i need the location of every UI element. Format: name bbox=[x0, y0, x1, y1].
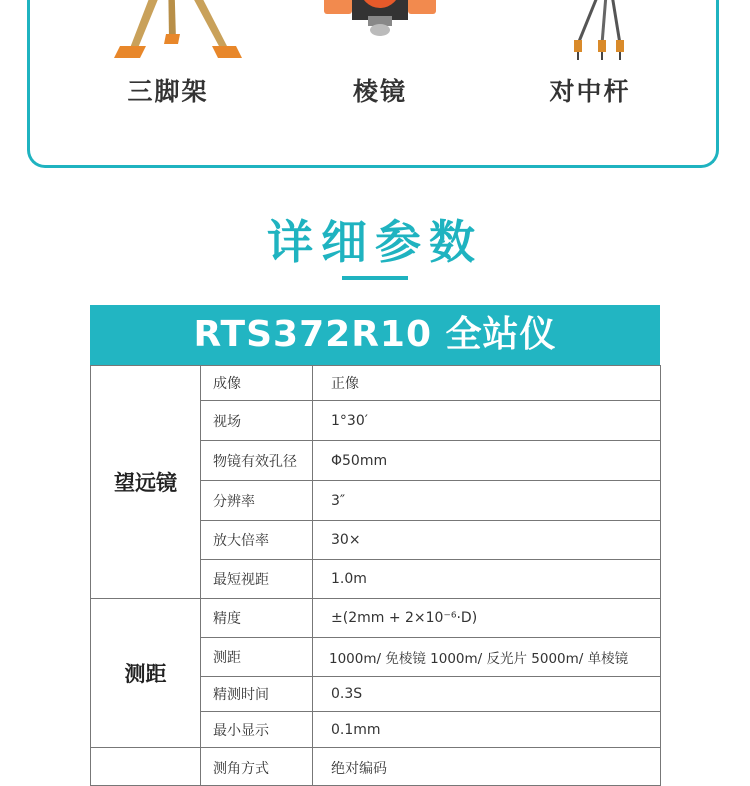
spec-table-body bbox=[90, 365, 661, 786]
param-value: 3″ bbox=[313, 481, 661, 521]
param-value: 绝对编码 bbox=[313, 748, 661, 786]
table-row bbox=[91, 599, 661, 638]
group-label: 测距 bbox=[91, 599, 201, 748]
param-name: 放大倍率 bbox=[201, 521, 313, 560]
param-value: ±(2mm + 2×10⁻⁶·D) bbox=[313, 599, 661, 638]
accessory-label: 棱镜 bbox=[352, 77, 407, 106]
accessory-label: 对中杆 bbox=[549, 77, 631, 106]
param-name: 视场 bbox=[201, 401, 313, 441]
accessory-prism bbox=[280, 0, 480, 140]
param-name: 分辨率 bbox=[201, 481, 313, 521]
group-label: 望远镜 bbox=[91, 366, 201, 599]
param-value: 正像 bbox=[313, 366, 661, 401]
accessories-card bbox=[27, 0, 719, 168]
group-label bbox=[91, 748, 201, 786]
param-name: 精度 bbox=[201, 599, 313, 638]
prism-image bbox=[280, 0, 480, 62]
accessory-centering-pole bbox=[490, 0, 690, 140]
param-value: 30× bbox=[313, 521, 661, 560]
param-value: 1000m/ 免棱镜 1000m/ 反光片 5000m/ 单棱镜 bbox=[313, 638, 661, 677]
param-name: 成像 bbox=[201, 366, 313, 401]
table-row bbox=[91, 748, 661, 786]
param-name: 物镜有效孔径 bbox=[201, 441, 313, 481]
param-value: 0.1mm bbox=[313, 712, 661, 748]
param-name: 测角方式 bbox=[201, 748, 313, 786]
param-name: 最短视距 bbox=[201, 560, 313, 599]
tripod-image bbox=[68, 0, 268, 62]
param-value: 1°30′ bbox=[313, 401, 661, 441]
accessory-tripod bbox=[68, 0, 268, 140]
param-value: 0.3S bbox=[313, 677, 661, 712]
param-name: 精测时间 bbox=[201, 677, 313, 712]
table-row bbox=[91, 366, 661, 401]
accessory-label: 三脚架 bbox=[127, 77, 209, 106]
section-title: 详细参数 bbox=[267, 215, 483, 269]
param-name: 最小显示 bbox=[201, 712, 313, 748]
spec-table bbox=[90, 305, 660, 786]
param-value: 1.0m bbox=[313, 560, 661, 599]
param-name: 测距 bbox=[201, 638, 313, 677]
spec-table-title: RTS372R10 全站仪 bbox=[90, 305, 660, 365]
section-underline bbox=[342, 276, 408, 280]
param-value: Φ50mm bbox=[313, 441, 661, 481]
centering-pole-image bbox=[490, 0, 690, 62]
